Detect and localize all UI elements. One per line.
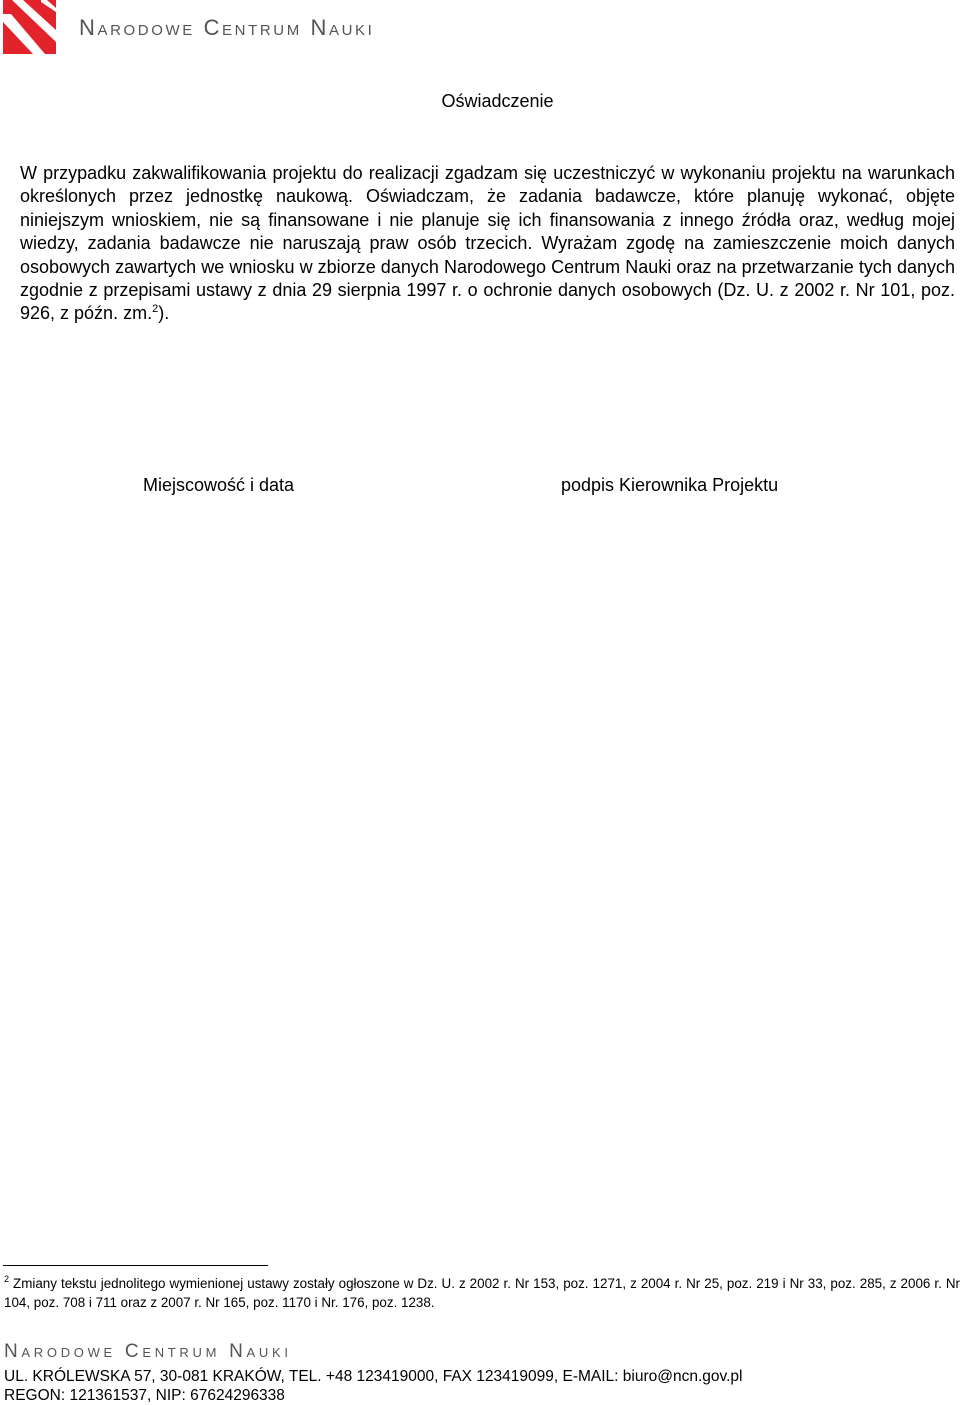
footer-address: UL. KRÓLEWSKA 57, 30-081 KRAKÓW, TEL. +48 123419000, FAX 123419099, E-MAIL: biuro@ncn.gov.pl <box>4 1368 743 1385</box>
place-date-label: Miejscowość i data <box>143 475 295 495</box>
footnote <box>4 1274 960 1312</box>
footnote-divider <box>3 1265 268 1266</box>
footer-org-name: Narodowe Centrum Nauki <box>4 1341 292 1362</box>
org-header-name: Narodowe Centrum Nauki <box>79 15 375 40</box>
footnote-number: 2 <box>4 1274 10 1284</box>
ncn-logo-icon <box>3 0 56 54</box>
declaration-body: W przypadku zakwalifikowania projektu do realizacji zgadzam się uczestniczyć w wykonaniu projektu na warunkach określonych przez jednostkę naukową. Oświadczam, że zadania badawcze, które planuję wykonać, objęte niniejszym wnioskiem, nie są finansowane i nie planuje się ich finansowania z innego źródła oraz, według mojej wiedzy, zadania badawcze nie naruszają praw osób trzecich. Wyrażam zgodę na zamieszczenie moich danych osobowych zawartych we wniosku w zbiorze danych Narodowego Centrum Nauki oraz na przetwarzanie tych danych zgodnie z przepisami ustawy z dnia 29 sierpnia 1997 r. o ochronie danych osobowych (Dz. U. z 2002 r. Nr 101, poz. 926, z późn. zm. <box>20 163 955 324</box>
declaration-ending: ). <box>158 303 170 324</box>
page-title: Oświadczenie <box>441 91 554 111</box>
footnote-reference: 2 <box>152 303 159 316</box>
signature-label: podpis Kierownika Projektu <box>561 475 779 495</box>
declaration-text <box>20 162 955 326</box>
footnote-text: Zmiany tekstu jednolitego wymienionej ustawy zostały ogłoszone w Dz. U. z 2002 r. Nr 153, poz. 1271, z 2004 r. Nr 25, poz. 219 i Nr 33, poz. 285, z 2006 r. Nr 104, poz. 708 i 711 oraz z 2007 r. Nr 165, poz. 1170 i Nr. 176, poz. 1238. <box>4 1276 960 1310</box>
footer-ids: REGON: 121361537, NIP: 67624296338 <box>4 1387 285 1404</box>
